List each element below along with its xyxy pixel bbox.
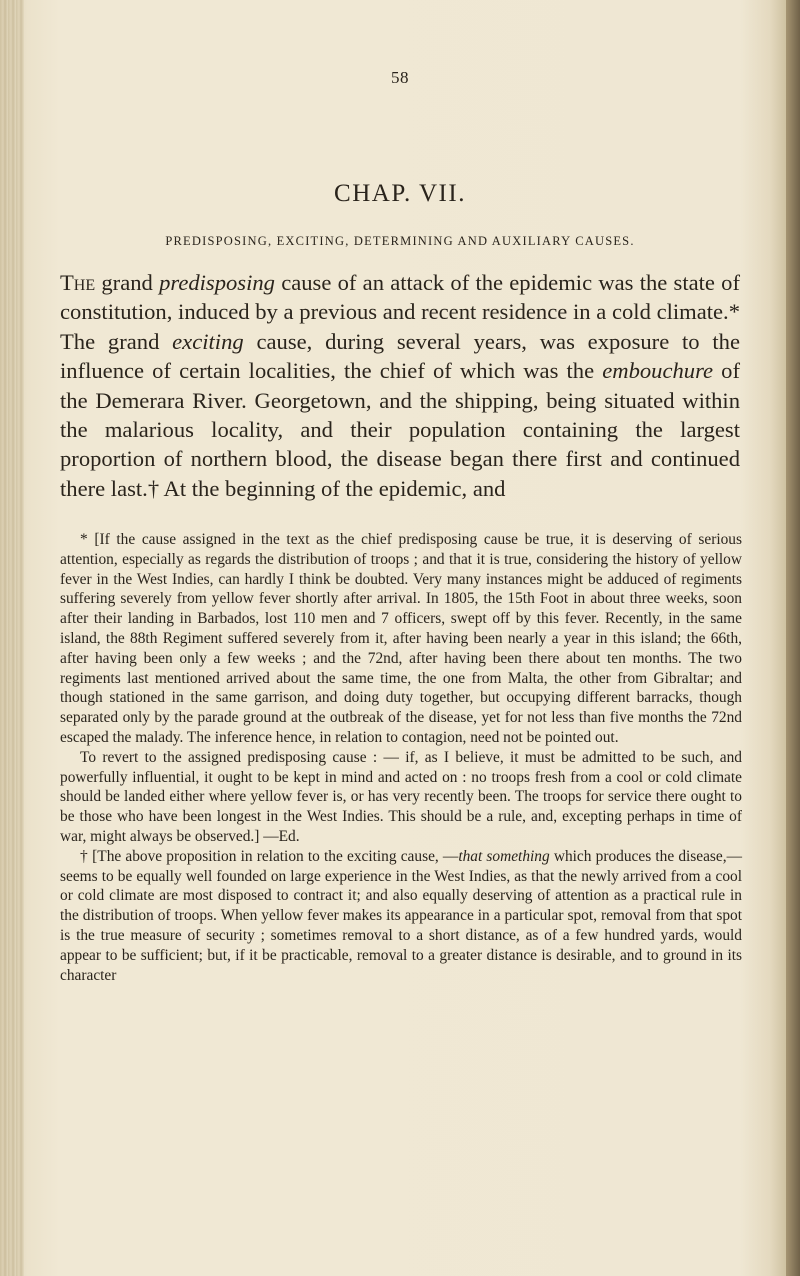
body-segment-1: grand (95, 270, 160, 295)
footnote-2-emphasis: that something (458, 847, 550, 865)
emphasis-embouchure: embouchure (602, 358, 714, 384)
chapter-title: CHAP. VII. (334, 180, 466, 207)
page-number: 58 (391, 68, 409, 87)
body-segment-3: cause, during several years, was exposure to the influence of certain localities, the chief of which was the (60, 328, 740, 384)
footnote-2-segment-b: which produces the disease,—seems to be equally well founded on large experience in the West Indies, as that the newly arrived from a cool or cold climate are most disposed to contract it; and also equally deserving of attention as a practical rule in the distribution of troops. When yellow fever makes its appearance in a particular spot, removal from that spot is the true measure of security ; sometimes removal to a short distance, as of a few hundred yards, would appear to be sufficient; but, if it be practicable, removal to a greater distance is desirable, and to ground in its character (60, 847, 742, 984)
chapter-subtitle: PREDISPOSING, EXCITING, DETERMINING AND AUXILIARY CAUSES. (165, 234, 635, 248)
footnotes (60, 530, 742, 985)
body-segment-4: of the Demerara River. Georgetown, and the shipping, being situated within the malarious locality, and their population containing the largest proportion of northern blood, the disease began there first and continued there last.† At the beginning of the epidemic, and (60, 358, 740, 501)
body-segment-2: cause of an attack of the epidemic was the state of constitution, induced by a previous and recent residence in a cold climate.* The grand (60, 270, 740, 354)
footnote-1-paragraph-2: To revert to the assigned predisposing cause : — if, as I believe, it must be admitted to be such, and powerfully influential, it ought to be kept in mind and acted on : no troops fresh from a cool or cold climate should be landed either where yellow fever is, or has very recently been. The troops for service there ought to be those who have been longest in the West Indies. This should be a rule, and, excepting perhaps in time of war, might always be observed.] —Ed. (60, 748, 742, 845)
main-paragraph (60, 268, 740, 503)
footnote-2 (60, 847, 742, 986)
footnote-2-segment-a: † [The above proposition in relation to the exciting cause, — (80, 847, 459, 865)
emphasis-exciting: exciting (172, 328, 244, 354)
footnote-1-paragraph-1: * [If the cause assigned in the text as the chief predisposing cause be true, it is deserving of serious attention, especially as regards the distribution of troops ; and that it is true, considering the history of yellow fever in the West Indies, can hardly I think be doubted. Very many instances might be adduced of regiments suffering severely from yellow fever shortly after arrival. In 1805, the 15th Foot in about three weeks, soon after their landing in Barbados, lost 110 men and 7 officers, swept off by this fever. Recently, in the same island, the 88th Regiment suffered severely from it, after having been nearly a year in this island; the 66th, after having been only a few weeks ; and the 72nd, after having been there about ten months. The two regiments last mentioned arrived about the same time, the one from Malta, the other from Gibraltar; and though stationed in the same garrison, and doing duty together, but occupying different barracks, though separated only by the parade ground at the outbreak of the disease, yet for not less than five months the 72nd escaped the malady. The inference hence, in relation to contagion, need not be pointed out. (60, 531, 742, 746)
first-word: The (60, 270, 96, 295)
emphasis-predisposing: predisposing (159, 270, 275, 295)
